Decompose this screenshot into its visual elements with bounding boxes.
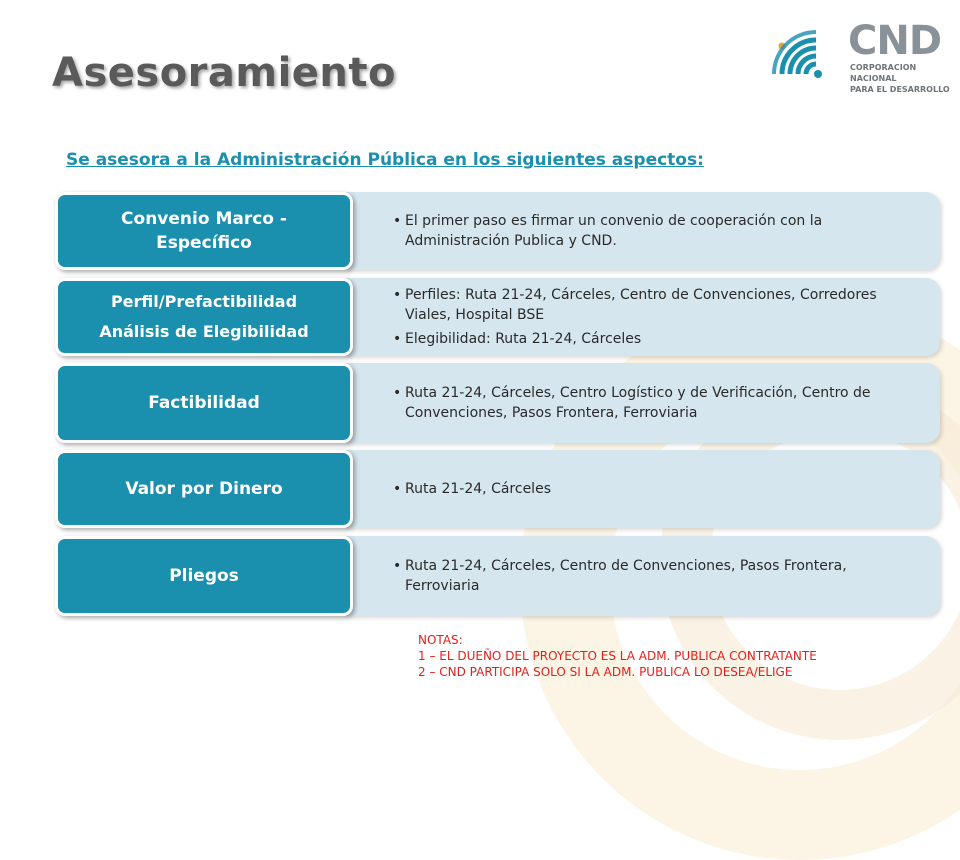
notes-line: 1 – EL DUEÑO DEL PROYECTO ES LA ADM. PUBLICA CONTRATANTE	[418, 649, 817, 663]
row-label-line: Perfil/Prefactibilidad	[110, 292, 298, 311]
row-label	[55, 192, 353, 270]
bullet-list	[345, 379, 940, 427]
bullet-list	[345, 281, 940, 353]
notes-heading: NOTAS:	[418, 633, 463, 647]
list-item: • Ruta 21-24, Cárceles, Centro de Convenciones, Pasos Frontera, Ferroviaria	[405, 556, 910, 596]
row-label-line: Específico	[156, 233, 252, 253]
bullet-list	[345, 475, 940, 503]
slide-subtitle: Se asesora a la Administración Pública en los siguientes aspectos:	[66, 150, 704, 170]
row-label-line: Análisis de Elegibilidad	[99, 322, 309, 341]
row-label-line: Convenio Marco -	[121, 209, 287, 229]
slide-title: Asesoramiento	[52, 50, 396, 96]
row-label-line: Factibilidad	[148, 393, 260, 413]
logo-subtitle	[850, 62, 960, 95]
list-item: • Elegibilidad: Ruta 21-24, Cárceles	[405, 329, 910, 349]
row-details	[345, 363, 940, 443]
logo-subtitle-line2: PARA EL DESARROLLO	[850, 85, 950, 94]
row-label	[55, 450, 353, 528]
list-item: • Perfiles: Ruta 21-24, Cárceles, Centro de Convenciones, Corredores Viales, Hospital BSE	[405, 285, 910, 325]
notes-block	[418, 632, 817, 680]
row-details	[345, 278, 940, 356]
bullet-list	[345, 552, 940, 600]
bullet-list	[345, 207, 940, 255]
notes-line: 2 – CND PARTICIPA SOLO SI LA ADM. PUBLICA LO DESEA/ELIGE	[418, 665, 793, 679]
list-item: • Ruta 21-24, Cárceles	[405, 479, 910, 499]
logo-subtitle-line1: CORPORACION NACIONAL	[850, 63, 917, 83]
row-label	[55, 536, 353, 616]
row-factibilidad	[55, 363, 940, 443]
row-pliegos	[55, 536, 940, 616]
list-item: • Ruta 21-24, Cárceles, Centro Logístico y de Verificación, Centro de Convenciones, Pasos Frontera, Ferroviaria	[405, 383, 910, 423]
row-valor	[55, 450, 940, 528]
row-details	[345, 536, 940, 616]
row-label	[55, 278, 353, 356]
row-perfil	[55, 278, 940, 356]
row-label-line: Pliegos	[169, 566, 239, 586]
row-label	[55, 363, 353, 443]
row-details	[345, 192, 940, 270]
row-details	[345, 450, 940, 528]
row-convenio	[55, 192, 940, 270]
list-item: • El primer paso es firmar un convenio de cooperación con la Administración Publica y CND.	[405, 211, 910, 251]
logo-wordmark: CND	[848, 18, 942, 64]
row-label-line: Valor por Dinero	[125, 479, 283, 499]
